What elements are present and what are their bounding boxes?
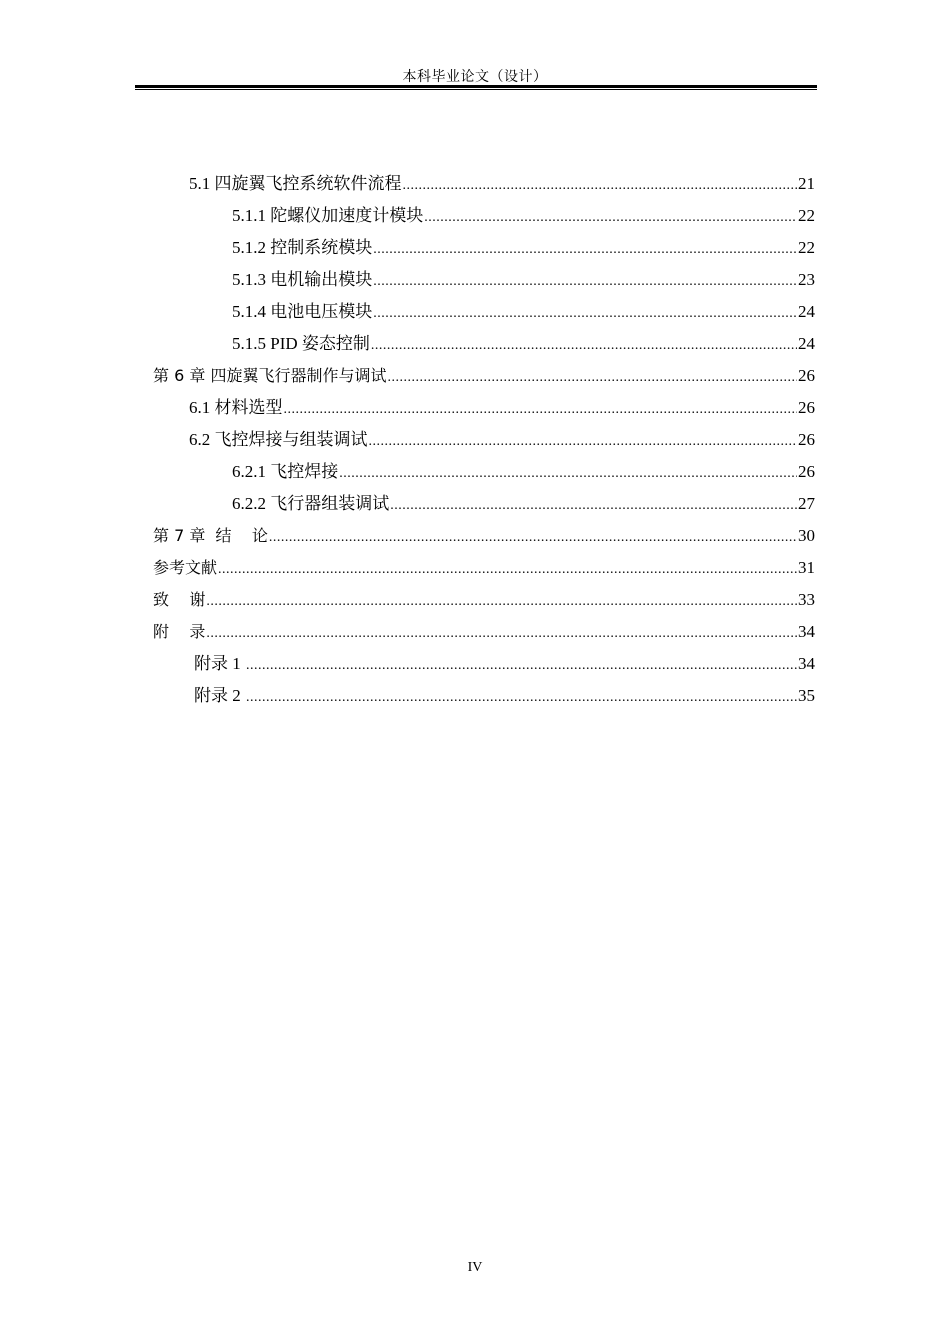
toc-entry-chapter[interactable] [153, 618, 815, 646]
toc-entry-title: 第 7 章 结 论 [153, 526, 268, 545]
toc-entry[interactable] [189, 426, 815, 454]
toc-entry-page: 24 [798, 334, 815, 353]
toc-entry-title: 6.2 飞控焊接与组装调试 [189, 430, 368, 449]
toc-entry[interactable] [232, 202, 815, 230]
toc-entry-title: 参考文献 [153, 558, 218, 577]
toc-entry-page: 26 [798, 430, 815, 449]
toc-entry[interactable] [232, 330, 815, 358]
toc-entry[interactable] [194, 682, 815, 710]
toc-entry-title: 6.2.2 飞行器组装调试 [232, 494, 390, 513]
toc-dot-leader [269, 524, 797, 552]
toc-entry-page: 34 [798, 622, 815, 641]
page-number: IV [467, 1260, 483, 1275]
toc-entry[interactable] [232, 266, 815, 294]
toc-dot-leader [371, 332, 797, 360]
header-rule [135, 85, 817, 88]
toc-entry-chapter[interactable] [153, 362, 815, 390]
toc-entry[interactable] [194, 650, 815, 678]
toc-entry-page: 31 [798, 558, 815, 577]
toc-entry-chapter[interactable] [153, 554, 815, 582]
toc-entry-page: 33 [798, 590, 815, 609]
toc-entry-title: 5.1.1 陀螺仪加速度计模块 [232, 206, 424, 225]
toc-dot-leader [369, 428, 798, 456]
toc-entry[interactable] [189, 170, 815, 198]
toc-entry-title: 5.1.5 PID 姿态控制 [232, 334, 370, 353]
toc-dot-leader [403, 172, 798, 200]
toc-entry-title: 附录 1 [194, 654, 245, 673]
toc-dot-leader [387, 364, 797, 392]
toc-entry[interactable] [232, 490, 815, 518]
toc-entry[interactable] [232, 298, 815, 326]
toc-entry[interactable] [232, 234, 815, 262]
toc-entry-page: 35 [798, 686, 815, 705]
toc-entry-page: 22 [798, 238, 815, 257]
toc-dot-leader [373, 236, 797, 264]
toc-entry-title: 5.1.4 电池电压模块 [232, 302, 373, 321]
toc-dot-leader [284, 396, 798, 424]
toc-dot-leader [339, 460, 797, 488]
toc-entry-page: 30 [798, 526, 815, 545]
toc-entry-title: 6.2.1 飞控焊接 [232, 462, 339, 481]
toc-entry-title: 附录 2 [194, 686, 245, 705]
page-header: 本科毕业论文（设计） [402, 70, 548, 85]
toc-entry-page: 34 [798, 654, 815, 673]
toc-entry-page: 24 [798, 302, 815, 321]
header-rule-thin [135, 89, 817, 90]
toc-dot-leader [373, 268, 797, 296]
toc-entry-title: 附 录 [153, 622, 206, 641]
toc-dot-leader [246, 684, 797, 712]
toc-dot-leader [373, 300, 797, 328]
toc-entry-title: 5.1.3 电机输出模块 [232, 270, 373, 289]
toc-dot-leader [218, 556, 797, 584]
toc-entry[interactable] [189, 394, 815, 422]
toc-entry-title: 5.1.2 控制系统模块 [232, 238, 373, 257]
toc-entry-title: 致 谢 [153, 590, 206, 609]
toc-dot-leader [424, 204, 797, 232]
toc-entry-page: 21 [798, 174, 815, 193]
toc-entry-page: 27 [798, 494, 815, 513]
toc-dot-leader [206, 588, 797, 616]
toc-entry-chapter[interactable] [153, 522, 815, 550]
toc-entry-title: 5.1 四旋翼飞控系统软件流程 [189, 174, 402, 193]
toc-entry-page: 22 [798, 206, 815, 225]
toc-entry[interactable] [232, 458, 815, 486]
toc-entry-page: 23 [798, 270, 815, 289]
toc-entry-page: 26 [798, 462, 815, 481]
toc-entry-title: 第 6 章 四旋翼飞行器制作与调试 [153, 366, 387, 385]
toc-entry-page: 26 [798, 398, 815, 417]
toc-dot-leader [390, 492, 797, 520]
toc-dot-leader [246, 652, 797, 680]
toc-entry-chapter[interactable] [153, 586, 815, 614]
toc-dot-leader [206, 620, 797, 648]
toc-entry-page: 26 [798, 366, 815, 385]
toc-entry-title: 6.1 材料选型 [189, 398, 283, 417]
